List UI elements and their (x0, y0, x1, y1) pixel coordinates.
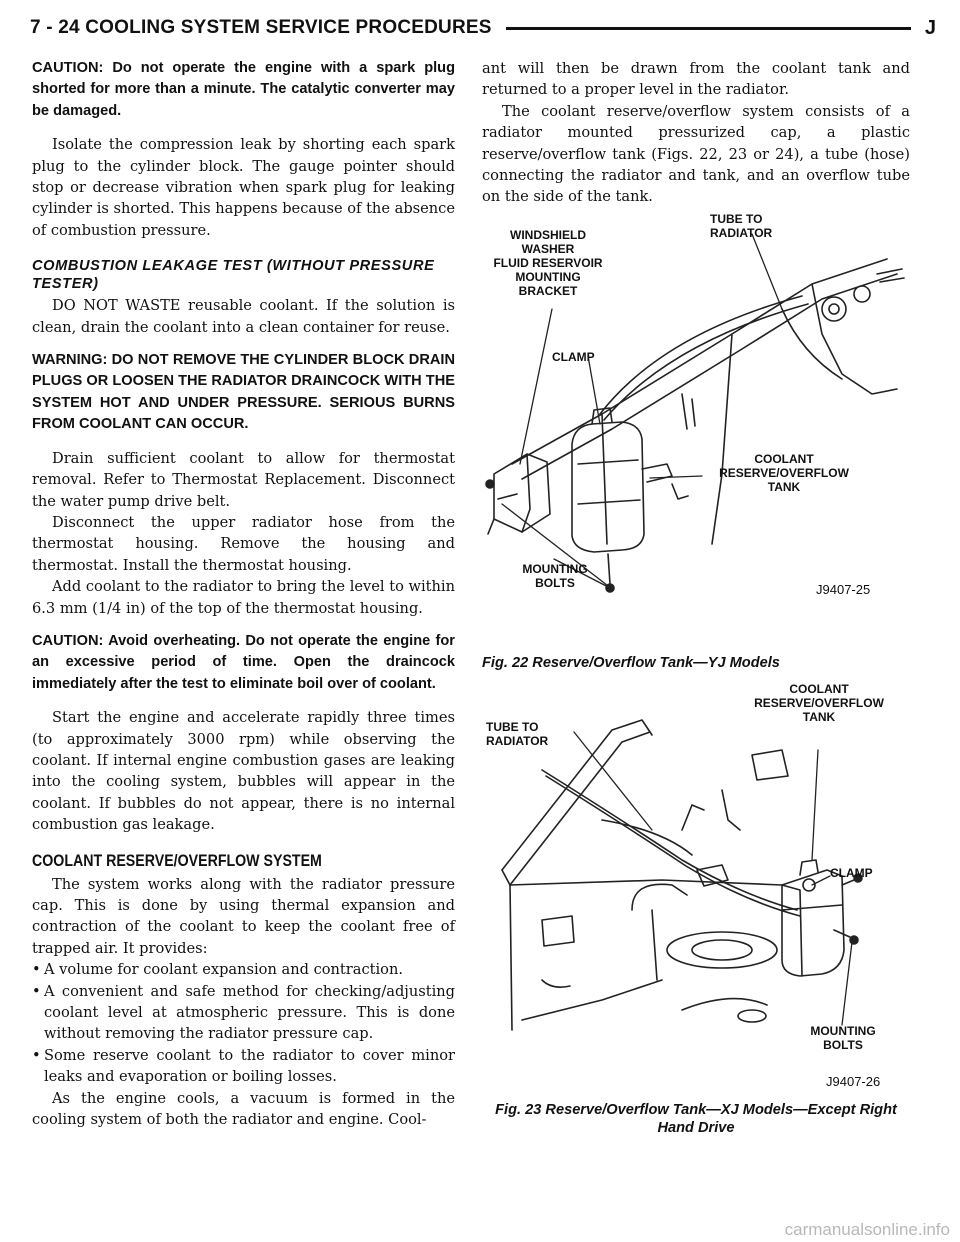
figure-23-illustration (482, 680, 910, 1098)
bullet-glyph: • (32, 961, 41, 979)
section-letter: J (924, 16, 936, 39)
bullet-item (32, 1045, 455, 1088)
right-column (482, 58, 910, 614)
paragraph-start-engine: Start the engine and accelerate rapidly three times (to approximately 3000 rpm) while observing the coolant. If internal engine combustion gases are leaking into the cooling system, bubbles will appear in the coolant. If bubbles do not appear, there is no internal combustion gas leakage. (32, 709, 455, 834)
bullet-text: Some reserve coolant to the radiator to cover minor leaks and evaporation or boiling losses. (44, 1046, 455, 1086)
paragraph-system-consists: The coolant reserve/overflow system consists of a radiator mounted pressurized cap, a plastic reserve/overflow tank (Figs. 22, 23 or 24), a tube (hose) connecting the radiator and tank, and an overflow tube on the side of the tank. (482, 102, 910, 206)
label-tube-to-radiator: TUBE TO RADIATOR (710, 211, 773, 240)
label-tube-to-radiator: TUBE TO RADIATOR (486, 720, 549, 748)
watermark: carmanualsonline.info (784, 1220, 950, 1239)
paragraph-add-coolant: Add coolant to the radiator to bring the level to within 6.3 mm (1/4 in) of the top of the thermostat housing. (32, 578, 455, 617)
paragraph-drain-coolant: Drain sufficient coolant to allow for thermostat removal. Refer to Thermostat Replacement. Disconnect the water pump drive belt. (32, 449, 455, 510)
bullet-text: A volume for coolant expansion and contraction. (44, 961, 404, 979)
paragraph-engine-cools: As the engine cools, a vacuum is formed in the cooling system of both the radiator and engine. Cool- (32, 1089, 455, 1129)
header-rule (506, 27, 911, 30)
figure-22-caption: Fig. 22 Reserve/Overflow Tank—YJ Models (482, 655, 780, 671)
page-header (30, 12, 936, 44)
bullet-text: A convenient and safe method for checking/adjusting coolant level at atmospheric pressure. This is done without removing the radiator pressure cap. (44, 982, 455, 1043)
bullet-item (32, 959, 455, 980)
caution-overheating: CAUTION: Avoid overheating. Do not operate the engine for an excessive period of time. Open the draincock immediately after the test to eliminate boil over of coolant. (32, 632, 455, 692)
subheading-combustion-test: COMBUSTION LEAKAGE TEST (WITHOUT PRESSURE TESTER) (32, 258, 435, 293)
paragraph-disconnect-hose: Disconnect the upper radiator hose from the thermostat housing. Remove the housing and thermostat. Install the thermostat housing. (32, 513, 455, 574)
page-label: 7 - 24 COOLING SYSTEM SERVICE PROCEDURES (30, 17, 492, 38)
paragraph-coolant-drawn: ant will then be drawn from the coolant tank and returned to a proper level in the radiator. (482, 60, 910, 99)
label-clamp: CLAMP (552, 349, 595, 364)
label-coolant-tank: COOLANT RESERVE/OVERFLOW TANK (754, 682, 884, 724)
paragraph-reusable-coolant: DO NOT WASTE reusable coolant. If the solution is clean, drain the coolant into a clean container for reuse. (32, 297, 455, 336)
section-heading-reserve-system: COOLANT RESERVE/OVERFLOW SYSTEM (32, 851, 322, 870)
label-mounting-bolts: MOUNTING BOLTS (522, 561, 588, 590)
figure-22-code: J9407-25 (816, 581, 871, 597)
bullet-glyph: • (32, 982, 41, 1000)
figure-23-caption: Fig. 23 Reserve/Overflow Tank—XJ Models—Except Right Hand Drive (495, 1102, 897, 1136)
left-column (32, 58, 455, 1130)
figure-23-code: J9407-26 (826, 1074, 881, 1089)
warning-drain-plugs: WARNING: DO NOT REMOVE THE CYLINDER BLOCK DRAIN PLUGS OR LOOSEN THE RADIATOR DRAINCOCK WITH THE SYSTEM HOT AND UNDER PRESSURE. SERIOUS BURNS FROM COOLANT CAN OCCUR. (32, 352, 455, 433)
paragraph-isolate-leak: Isolate the compression leak by shorting each spark plug to the cylinder block. The gauge pointer should stop or decrease vibration when spark plug for leaking cylinder is shorted. This happens because of the absence of combustion pressure. (32, 136, 455, 239)
bullet-glyph: • (32, 1046, 41, 1064)
label-windshield-washer-bracket: WINDSHIELD WASHER FLUID RESERVOIR MOUNTING BRACKET (493, 227, 603, 298)
paragraph-system-works: The system works along with the radiator pressure cap. This is done by using thermal expansion and contraction of the coolant to keep the coolant free of trapped air. It provides: (32, 875, 455, 957)
label-coolant-tank: COOLANT RESERVE/OVERFLOW TANK (719, 451, 849, 494)
label-mounting-bolts: MOUNTING BOLTS (810, 1024, 876, 1052)
caution-spark-plug: CAUTION: Do not operate the engine with a spark plug shorted for more than a minute. The catalytic converter may be damaged. (32, 60, 455, 119)
figure-22-illustration (482, 211, 910, 614)
label-clamp: CLAMP (830, 866, 873, 880)
bullet-item (32, 981, 455, 1045)
